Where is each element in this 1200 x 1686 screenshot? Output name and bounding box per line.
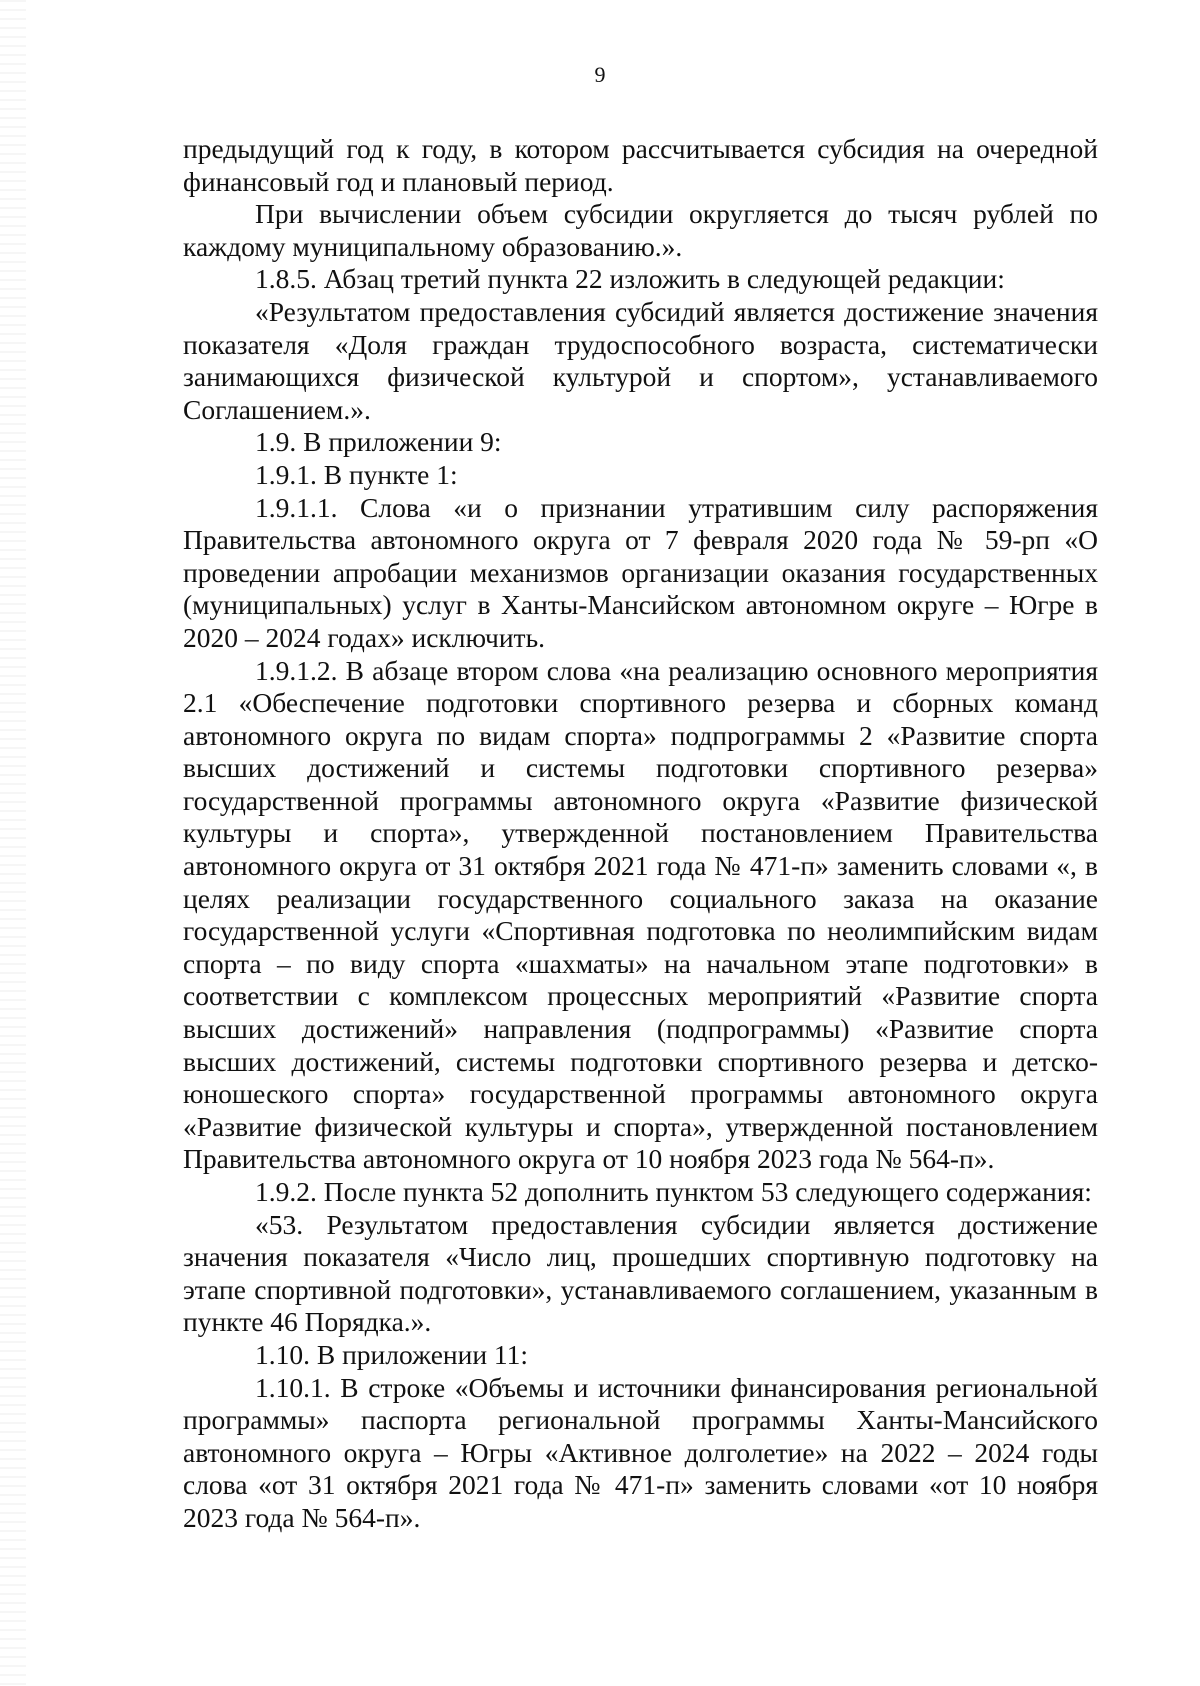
paragraph-1-9-2: 1.9.2. После пункта 52 дополнить пунктом 53 следующего содержания: [255,1176,1092,1207]
page-number: 9 [594,62,606,87]
document-body [183,133,1098,1535]
paragraph-1-10-1: 1.10.1. В строке «Объемы и источники финансирования региональной программы» паспорта региональной программы Ханты-Мансийского автономного округа – Югры «Активное долголетие» на 2022 – 2024 годы слова «от 31 октября 2021 года № 471-п» заменить словами «от 10 ноября 2023 года № 564-п». [183,1371,1098,1533]
paragraph-result-indicator: «Результатом предоставления субсидий является достижение значения показателя «Доля граждан трудоспособного возраста, систематически занимающихся физической культурой и спортом», устанавливаемого Соглашением.». [183,295,1098,425]
paragraph-1-8-5: 1.8.5. Абзац третий пункта 22 изложить в следующей редакции: [255,263,1005,295]
paragraph-1-9-1-2: 1.9.1.2. В абзаце втором слова «на реализацию основного мероприятия 2.1 «Обеспечение подготовки спортивного резерва и сборных команд автономного округа по видам спорта» подпрограммы 2 «Развитие спорта высших достижений и системы подготовки спортивного резерва» государственной программы автономного округа «Развитие физической культуры и спорта», утвержденной постановлением Правительства автономного округа от 31 октября 2021 года № 471-п» заменить словами «, в целях реализации государственного социального заказа на оказание государственной услуги «Спортивная подготовка по неолимпийским видам спорта – по виду спорта «шахматы» на начальном этапе подготовки» в соответствии с комплексом процессных мероприятий «Развитие спорта высших достижений» направления (подпрограммы) «Развитие спорта высших достижений, системы подготовки спортивного резерва и детско-юношеского спорта» государственной программы автономного округа «Развитие физической культуры и спорта», утвержденной постановлением Правительства автономного округа от 10 ноября 2023 года № 564-п». [183,654,1098,1175]
paragraph-point-53: «53. Результатом предоставления субсидии является достижение значения показателя «Число лиц, прошедших спортивную подготовку на этапе спортивной подготовки», устанавливаемого соглашением, указанным в пункте 46 Порядка.». [183,1208,1098,1338]
paragraph-continuation: предыдущий год к году, в котором рассчитывается субсидия на очередной финансовый год и плановый период. [183,133,1098,197]
paragraph-1-9: 1.9. В приложении 9: [255,426,502,458]
paragraph-1-9-1: 1.9.1. В пункте 1: [255,458,458,490]
scan-edge-artifact [0,0,26,1686]
paragraph-rounding-rule: При вычислении объем субсидии округляется до тысяч рублей по каждому муниципальному образованию.». [183,198,1098,262]
paragraph-1-10: 1.10. В приложении 11: [255,1338,529,1370]
paragraph-1-9-1-1: 1.9.1.1. Слова «и о признании утратившим силу распоряжения Правительства автономного округа от 7 февраля 2020 года № 59-рп «О проведении апробации механизмов организации оказания государственных (муниципальных) услуг в Ханты-Мансийском автономном округе – Югре в 2020 – 2024 годах» исключить. [183,491,1098,653]
